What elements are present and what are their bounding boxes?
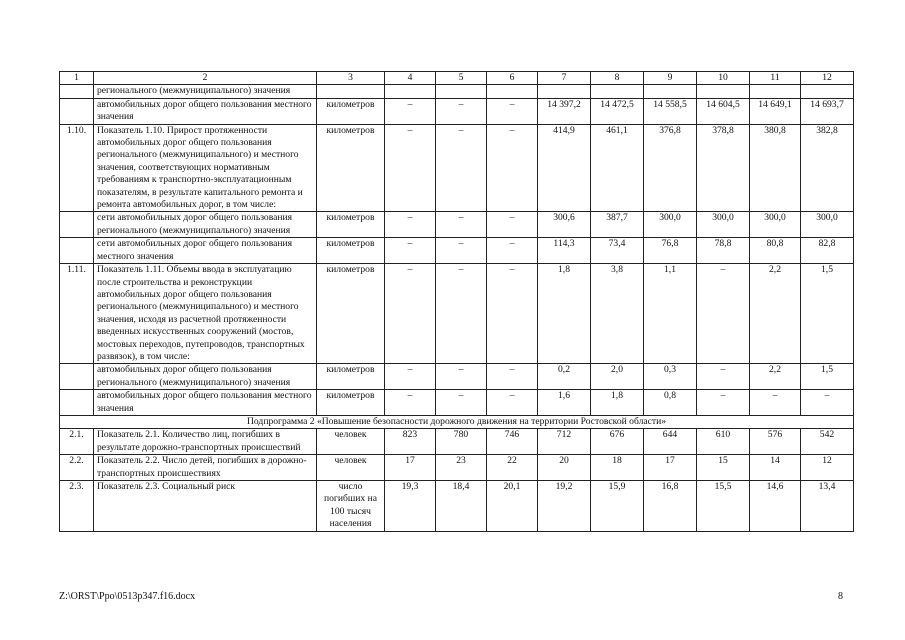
value-cell: 461,1 [591,124,644,212]
value-cell: 300,0 [697,212,750,238]
value-cell: 78,8 [697,238,750,264]
unit [317,85,385,98]
file-path: Z:\ORST\Ppo\0513p347.f16.docx [59,591,196,602]
value-cell: 0,8 [644,390,697,416]
unit: человек [317,455,385,481]
subprogram-row [60,415,854,428]
value-cell: 300,0 [750,212,801,238]
value-cell [538,85,591,98]
value-cell: 1,6 [538,390,591,416]
header-cell: 6 [487,72,538,85]
value-cell: – [436,124,487,212]
value-cell: 19,3 [385,481,436,532]
header-cell: 8 [591,72,644,85]
indicator-name: сети автомобильных дорог общего пользования местного значения [94,238,317,264]
value-cell: 14,6 [750,481,801,532]
unit: километров [317,212,385,238]
row-number: 2.2. [60,455,94,481]
row-number [60,85,94,98]
table-row [60,390,854,416]
value-cell: – [697,364,750,390]
table-row [60,264,854,364]
indicators-table [59,71,854,532]
value-cell: 1,8 [538,264,591,364]
header-cell: 2 [94,72,317,85]
value-cell [487,85,538,98]
value-cell: 14 604,5 [697,98,750,124]
indicator-name: Показатель 2.3. Социальный риск [94,481,317,532]
table-row [60,364,854,390]
table-row [60,124,854,212]
unit: километров [317,98,385,124]
value-cell: 382,8 [801,124,854,212]
table-row [60,85,854,98]
value-cell: 17 [644,455,697,481]
value-cell: 80,8 [750,238,801,264]
value-cell: – [750,390,801,416]
value-cell [385,85,436,98]
value-cell: – [385,238,436,264]
value-cell: – [697,264,750,364]
row-number [60,238,94,264]
value-cell: – [487,264,538,364]
row-number [60,212,94,238]
value-cell: 23 [436,455,487,481]
unit: число погибших на 100 тысяч населения [317,481,385,532]
value-cell: 746 [487,429,538,455]
value-cell: – [436,212,487,238]
indicator-name: Показатель 1.11. Объемы ввода в эксплуатацию после строительства и реконструкции автомобильных дорог общего пользования регионального (межмуниципального) и местного значения, исходя из расчетной протяженности введенных искусственных сооружений (мостов, мостовых переходов, путепроводов, транспортных развязок), в том числе: [94,264,317,364]
indicator-name: Показатель 2.2. Число детей, погибших в дорожно-транспортных происшествиях [94,455,317,481]
indicator-name: Показатель 1.10. Прирост протяженности автомобильных дорог общего пользования регионального (межмуниципального) и местного значения, соответствующих нормативным требованиям к транспортно-эксплуатационным показателям, в результате капитального ремонта и ремонта автомобильных дорог, в том числе: [94,124,317,212]
value-cell: 823 [385,429,436,455]
value-cell: – [385,264,436,364]
value-cell: – [436,390,487,416]
value-cell: 300,0 [801,212,854,238]
value-cell: – [385,364,436,390]
value-cell: 414,9 [538,124,591,212]
value-cell: 20,1 [487,481,538,532]
indicator-name: автомобильных дорог общего пользования местного значения [94,98,317,124]
value-cell: 82,8 [801,238,854,264]
header-cell: 10 [697,72,750,85]
value-cell [750,85,801,98]
value-cell: 12 [801,455,854,481]
value-cell: 18,4 [436,481,487,532]
value-cell: 576 [750,429,801,455]
value-cell: 300,6 [538,212,591,238]
value-cell: – [436,364,487,390]
value-cell: 0,3 [644,364,697,390]
value-cell: – [487,390,538,416]
unit: километров [317,390,385,416]
table-row [60,98,854,124]
value-cell: – [385,390,436,416]
value-cell: – [436,98,487,124]
value-cell: 15,5 [697,481,750,532]
header-cell: 3 [317,72,385,85]
value-cell: 76,8 [644,238,697,264]
value-cell: – [487,238,538,264]
value-cell: 1,5 [801,364,854,390]
header-cell: 11 [750,72,801,85]
value-cell: 644 [644,429,697,455]
value-cell: 19,2 [538,481,591,532]
value-cell: 676 [591,429,644,455]
value-cell: 14 472,5 [591,98,644,124]
value-cell: 387,7 [591,212,644,238]
value-cell: – [385,124,436,212]
row-number [60,390,94,416]
value-cell [801,85,854,98]
value-cell: 114,3 [538,238,591,264]
value-cell: 13,4 [801,481,854,532]
row-number: 2.3. [60,481,94,532]
value-cell: 14 693,7 [801,98,854,124]
indicator-name: автомобильных дорог общего пользования местного значения [94,390,317,416]
header-row [60,72,854,85]
unit: километров [317,264,385,364]
row-number [60,98,94,124]
value-cell: – [487,364,538,390]
value-cell [697,85,750,98]
value-cell [644,85,697,98]
value-cell: – [487,98,538,124]
row-number [60,364,94,390]
value-cell: 15,9 [591,481,644,532]
value-cell: – [385,212,436,238]
value-cell: 1,1 [644,264,697,364]
value-cell: 712 [538,429,591,455]
value-cell [436,85,487,98]
value-cell: 3,8 [591,264,644,364]
value-cell: 22 [487,455,538,481]
indicator-name: автомобильных дорог общего пользования регионального (межмуниципального) значения [94,364,317,390]
header-cell: 4 [385,72,436,85]
row-number: 1.10. [60,124,94,212]
value-cell: 1,8 [591,390,644,416]
header-cell: 7 [538,72,591,85]
table-row [60,455,854,481]
value-cell [591,85,644,98]
unit: километров [317,238,385,264]
table-row [60,238,854,264]
value-cell: 14 558,5 [644,98,697,124]
page-number: 8 [838,591,843,602]
value-cell: – [385,98,436,124]
indicator-name: сети автомобильных дорог общего пользования регионального (межмуниципального) значения [94,212,317,238]
value-cell: – [436,238,487,264]
value-cell: 1,5 [801,264,854,364]
unit: километров [317,364,385,390]
value-cell: 20 [538,455,591,481]
value-cell: 17 [385,455,436,481]
header-cell: 5 [436,72,487,85]
row-number: 2.1. [60,429,94,455]
header-cell: 1 [60,72,94,85]
value-cell: 2,2 [750,264,801,364]
value-cell: – [436,264,487,364]
value-cell: 378,8 [697,124,750,212]
value-cell: 16,8 [644,481,697,532]
header-cell: 12 [801,72,854,85]
value-cell: 14 [750,455,801,481]
value-cell: 14 397,2 [538,98,591,124]
value-cell: 380,8 [750,124,801,212]
value-cell: – [697,390,750,416]
indicator-name: регионального (межмуниципального) значения [94,85,317,98]
value-cell: 300,0 [644,212,697,238]
value-cell: 14 649,1 [750,98,801,124]
value-cell: – [801,390,854,416]
value-cell: 18 [591,455,644,481]
indicator-name: Показатель 2.1. Количество лиц, погибших в результате дорожно-транспортных происшествий [94,429,317,455]
unit: километров [317,124,385,212]
row-number: 1.11. [60,264,94,364]
value-cell: 542 [801,429,854,455]
value-cell: 2,2 [750,364,801,390]
value-cell: 0,2 [538,364,591,390]
value-cell: 15 [697,455,750,481]
unit: человек [317,429,385,455]
value-cell: – [487,212,538,238]
subprogram-title: Подпрограмма 2 «Повышение безопасности дорожного движения на территории Ростовской области» [60,415,854,428]
value-cell: 376,8 [644,124,697,212]
value-cell: 780 [436,429,487,455]
table-row [60,429,854,455]
value-cell: 2,0 [591,364,644,390]
value-cell: 73,4 [591,238,644,264]
table-row [60,481,854,532]
header-cell: 9 [644,72,697,85]
value-cell: 610 [697,429,750,455]
table-row [60,212,854,238]
value-cell: – [487,124,538,212]
